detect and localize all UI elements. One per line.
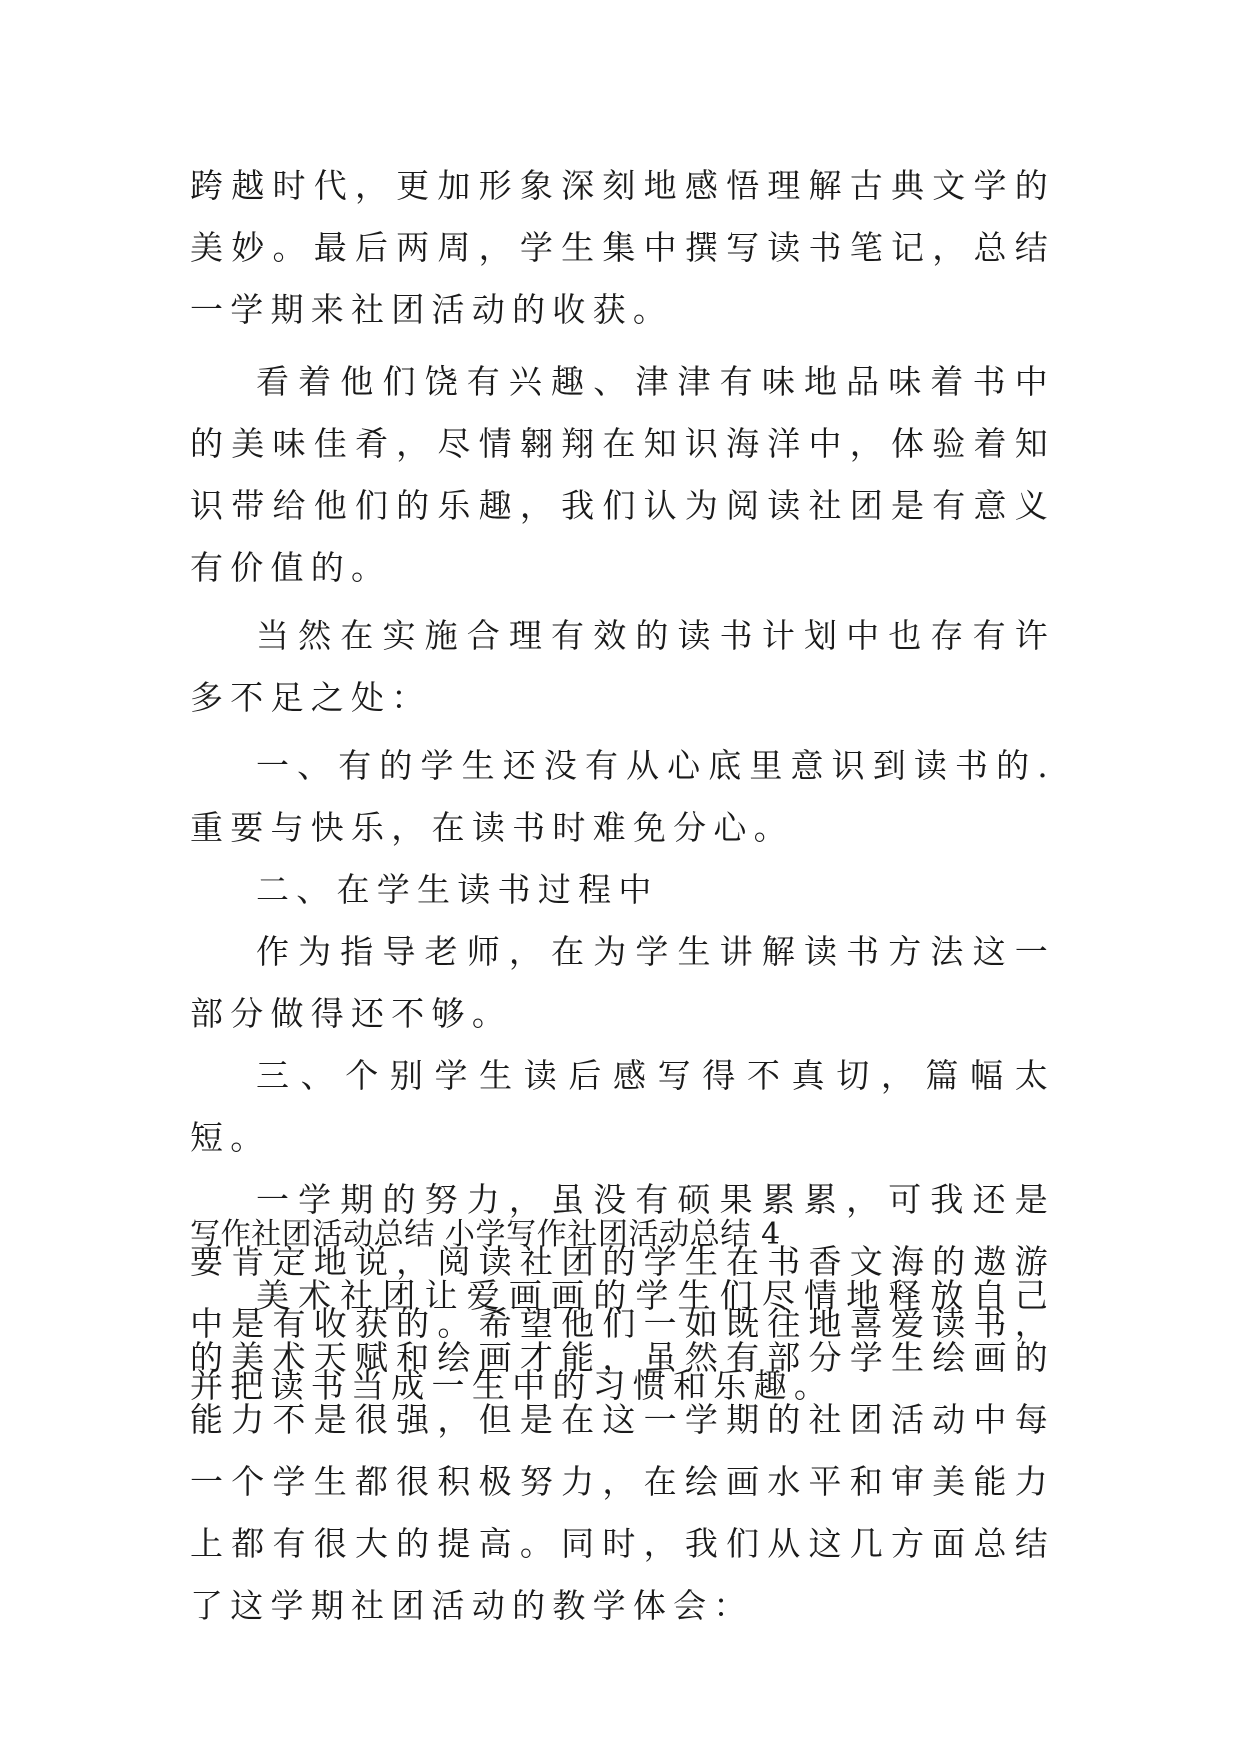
art-club-summary-section — [190, 1265, 1055, 1637]
paragraph-reflection: 看着他们饶有兴趣、津津有味地品味着书中的美味佳肴，尽情翱翔在知识海洋中，体验着知识带给他们的乐趣，我们认为阅读社团是有意义有价值的。 — [190, 362, 1055, 587]
paragraph-shortcoming-two: 二、在学生读书过程中 — [256, 870, 659, 909]
section-heading: 写作社团活动总结 小学写作社团活动总结 4 — [190, 1217, 781, 1252]
paragraph-shortcoming-two-detail: 作为指导老师，在为学生讲解读书方法这一部分做得还不够。 — [190, 932, 1055, 1033]
paragraph-shortcoming-three: 三、个别学生读后感写得不真切，篇幅太短。 — [190, 1056, 1055, 1157]
paragraph-conclusion: 一学期的努力，虽没有硕果累累，可我还是要肯定地说，阅读社团的学生在书香文海的遨游中是有收获的。希望他们一如既往地喜爱读书，并把读书当成一生中的习惯和乐趣。 — [190, 1180, 1055, 1405]
paragraph-art-club-intro: 美术社团让爱画画的学生们尽情地释放自己的美术天赋和绘画才能，虽然有部分学生绘画的能力不是很强，但是在这一学期的社团活动中每一个学生都很积极努力，在绘画水平和审美能力上都有很大的提高。同时，我们从这几方面总结了这学期社团活动的教学体会： — [190, 1276, 1055, 1625]
paragraph-continuation: 跨越时代，更加形象深刻地感悟理解古典文学的美妙。最后两周，学生集中撰写读书笔记，总结一学期来社团活动的收获。 — [190, 166, 1055, 329]
paragraph-shortcoming-one: 一、有的学生还没有从心底里意识到读书的.重要与快乐，在读书时难免分心。 — [190, 746, 1055, 847]
paragraph-shortcomings-intro: 当然在实施合理有效的读书计划中也存有许多不足之处： — [190, 616, 1055, 717]
